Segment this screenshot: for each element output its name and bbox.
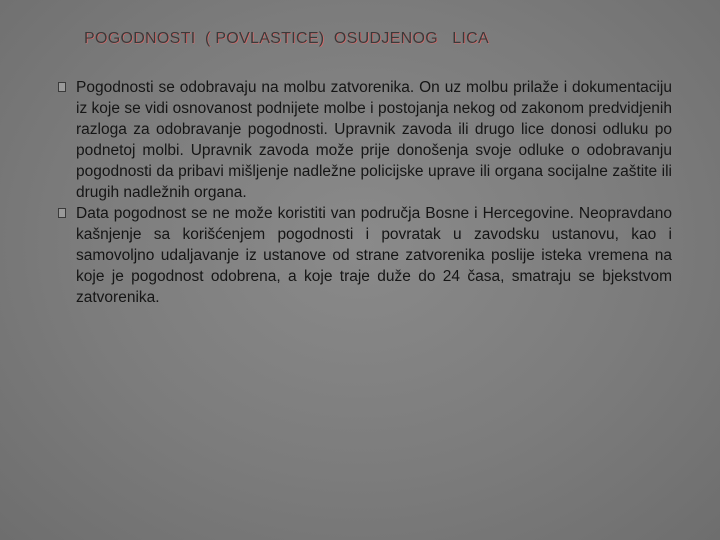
square-bullet-icon [58, 208, 66, 218]
bullet-list [58, 77, 672, 308]
bullet-item [58, 77, 672, 203]
slide-title: POGODNOSTI ( POVLASTICE) OSUDJENOG LICA [84, 30, 489, 47]
square-bullet-icon [58, 82, 66, 92]
bullet-item [58, 203, 672, 308]
bullet-text: Pogodnosti se odobravaju na molbu zatvorenika. On uz molbu prilaže i dokumentaciju iz koje se vidi osnovanost podnijete molbe i postojanja nekog od zakonom predvidjenih razloga za odobravanje pogodnosti. Upravnik zavoda ili drugo lice donosi odluku po podnetoj molbi. Upravnik zavoda može prije donošenja svoje odluke o odobravanju pogodnosti da pribavi mišljenje nadležne policijske uprave ili organa socijalne zaštite ili drugih nadležnih organa. [76, 79, 672, 201]
bullet-text: Data pogodnost se ne može koristiti van područja Bosne i Hercegovine. Neopravdano kašnjenje sa korišćenjem pogodnosti i povratak u zavodsku ustanovu, kao i samovoljno udaljavanje iz ustanove od strane zatvorenika poslije isteka vremena na koje je pogodnost odobrena, a koje traje duže do 24 časa, smatraju se bjekstvom zatvorenika. [76, 205, 672, 306]
